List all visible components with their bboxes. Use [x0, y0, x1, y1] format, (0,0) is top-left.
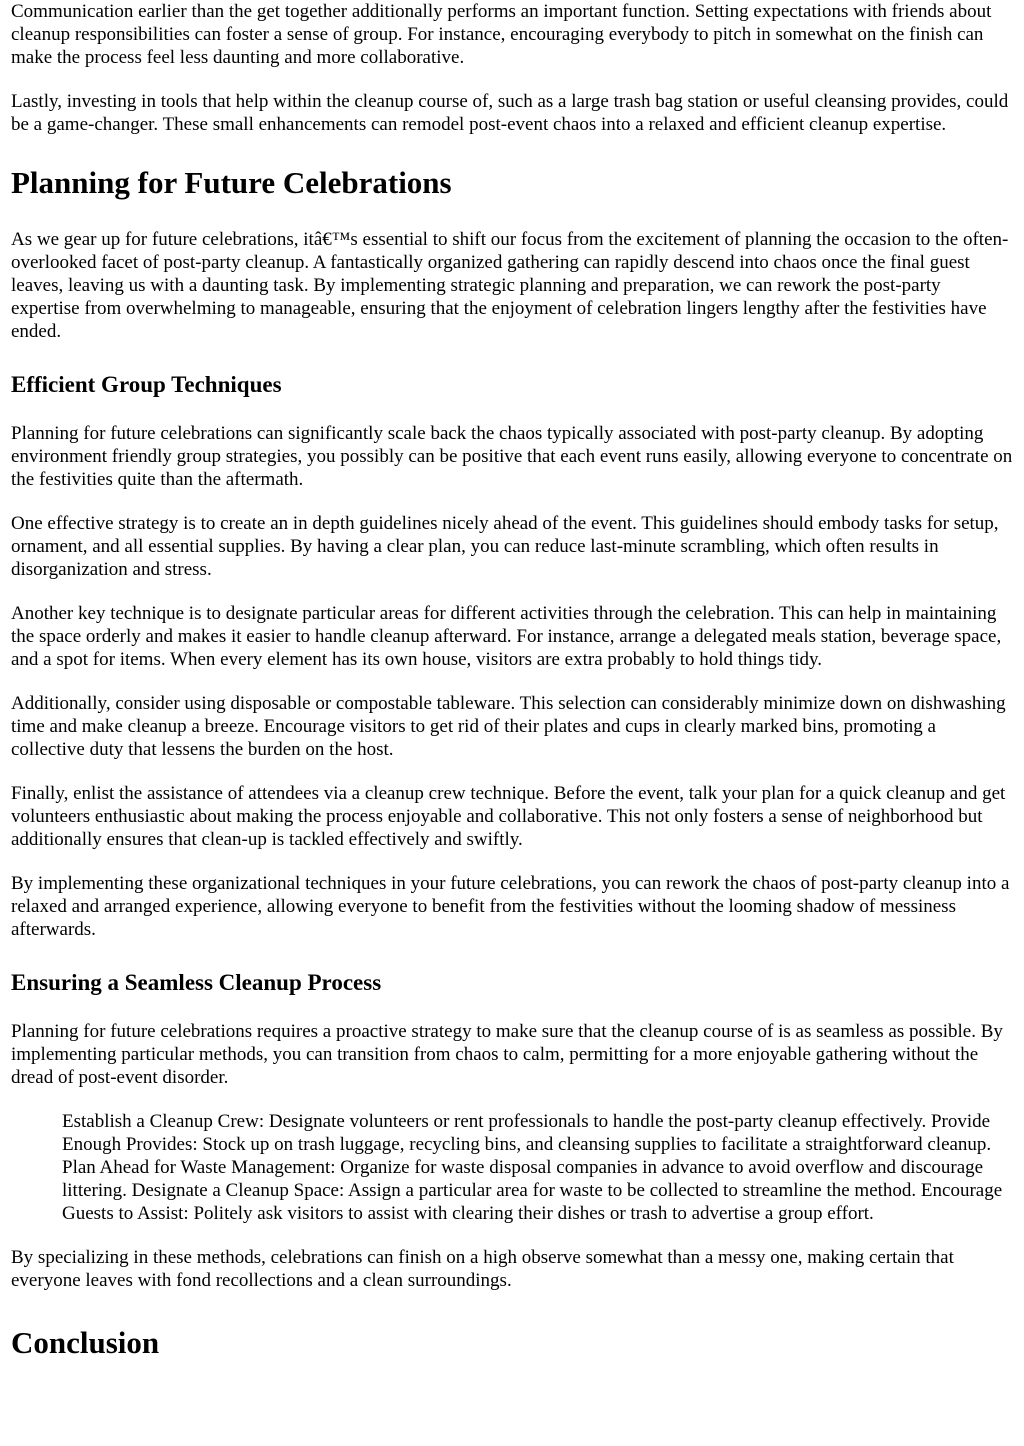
group-paragraph-1: Planning for future celebrations can significantly scale back the chaos typically associated with post-party cleanup. By adopting environment friendly group strategies, you possibly can be positive that each event runs easily, allowing everyone to concentrate on the festivities quite than the aftermath.	[11, 423, 1013, 490]
group-paragraph-6: By implementing these organizational techniques in your future celebrations, you can rework the chaos of post-party cleanup into a relaxed and arranged experience, allowing everyone to benefit from the festivities without the looming shadow of messiness afterwards.	[11, 873, 1010, 940]
seamless-paragraph: Planning for future celebrations requires a proactive strategy to make sure that the cleanup course of is as seamless as possible. By implementing particular methods, you can transition from chaos to calm, permitting for a more enjoyable gathering without the dread of post-event disorder.	[11, 1021, 1003, 1088]
heading-conclusion: Conclusion	[11, 1325, 160, 1360]
group-paragraph-2: One effective strategy is to create an in depth guidelines nicely ahead of the event. This guidelines should embody tasks for setup, ornament, and all essential supplies. By having a clear plan, you can reduce last-minute scrambling, which often results in disorganization and stress.	[11, 513, 999, 580]
group-paragraph-3: Another key technique is to designate particular areas for different activities through the celebration. This can help in maintaining the space orderly and makes it easier to handle cleanup afterward. For instance, arrange a delegated meals station, beverage space, and a spot for items. When every element has its own house, visitors are extra probably to hold things tidy.	[11, 603, 1002, 670]
article-body	[11, 0, 1013, 1361]
group-paragraph-5: Finally, enlist the assistance of attendees via a cleanup crew technique. Before the event, talk your plan for a quick cleanup and get volunteers enthusiastic about making the process enjoyable and collaborative. This not only fosters a sense of neighborhood but additionally ensures that clean-up is tackled effectively and swiftly.	[11, 783, 1006, 850]
intro-paragraph-tools: Lastly, investing in tools that help within the cleanup course of, such as a large trash bag station or useful cleansing provides, could be a game-changer. These small enhancements can remodel post-event chaos into a relaxed and efficient cleanup expertise.	[11, 91, 1009, 135]
cleanup-steps-quote: Establish a Cleanup Crew: Designate volunteers or rent professionals to handle the post-party cleanup effectively. Provide Enough Provides: Stock up on trash luggage, recycling bins, and cleansing supplies to facilitate a straightforward cleanup. Plan Ahead for Waste Management: Organize for waste disposal companies in advance to avoid overflow and discourage littering. Designate a Cleanup Space: Assign a particular area for waste to be collected to streamline the method. Encourage Guests to Assist: Politely ask visitors to assist with clearing their dishes or trash to advertise a group effort.	[62, 1111, 1003, 1224]
group-paragraph-4: Additionally, consider using disposable or compostable tableware. This selection can considerably minimize down on dishwashing time and make cleanup a breeze. Encourage visitors to get rid of their plates and cups in clearly marked bins, promoting a collective duty that lessens the burden on the host.	[11, 693, 1006, 760]
heading-planning-future-celebrations: Planning for Future Celebrations	[11, 165, 452, 200]
seamless-closing-paragraph: By specializing in these methods, celebrations can finish on a high observe somewhat than a messy one, making certain that everyone leaves with fond recollections and a clean surroundings.	[11, 1247, 954, 1291]
intro-paragraph-communication: Communication earlier than the get together additionally performs an important function. Setting expectations with friends about cleanup responsibilities can foster a sense of group. For instance, encouraging everybody to pitch in somewhat on the finish can make the process feel less daunting and more collaborative.	[11, 1, 992, 68]
planning-paragraph: As we gear up for future celebrations, itâ€™s essential to shift our focus from the excitement of planning the occasion to the often-overlooked facet of post-party cleanup. A fantastically organized gathering can rapidly descend into chaos once the final guest leaves, leaving us with a daunting task. By implementing strategic planning and preparation, we can rework the post-party expertise from overwhelming to manageable, ensuring that the enjoyment of celebration lingers lengthy after the festivities have ended.	[11, 229, 1009, 342]
heading-ensuring-seamless-cleanup: Ensuring a Seamless Cleanup Process	[11, 970, 382, 995]
heading-efficient-group-techniques: Efficient Group Techniques	[11, 372, 282, 397]
